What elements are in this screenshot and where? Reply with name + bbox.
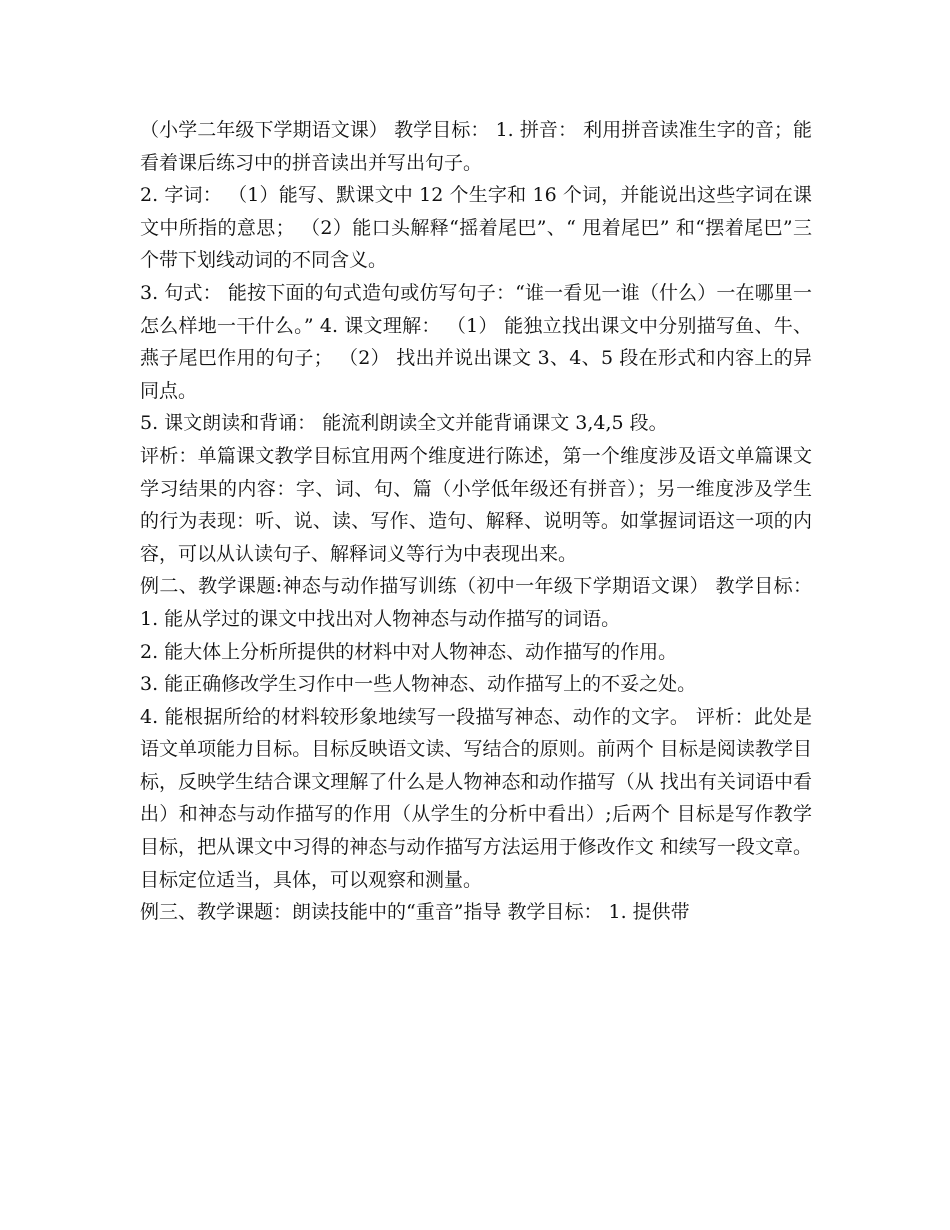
paragraph-objective-two: 2. 能大体上分析所提供的材料中对人物神态、动作描写的作用。 (140, 640, 678, 663)
paragraph-example-three: 例三、教学课题：朗读技能中的“重音”指导 教学目标： 1. 提供带 (140, 901, 690, 924)
paragraph-objective-four-analysis: 4. 能根据所给的材料较形象地续写一段描写神态、动作的文字。 评析：此处是语文单项能力目标。目标反映语文读、写结合的原则。前两个 目标是阅读教学目标，反映学生结合课文理解了什么是人物神态和动作描写（从 找出有关词语中看出）和神态与动作描写的作用（从学生的分析中看出）;后两个 目标是写作教学目标，把从课文中习得的神态与动作描写方法运用于修改作文 和续写一段文章。目标定位适当，具体，可以观察和测量。 (140, 705, 812, 891)
paragraph-analysis-one: 评析：单篇课文教学目标宜用两个维度进行陈述，第一个维度涉及语文单篇课文学习结果的内容：字、词、句、篇（小学低年级还有拼音）；另一维度涉及学生的行为表现：听、说、读、写作、造句、解释、说明等。如掌握词语这一项的内容，可以从认读句子、解释词义等行为中表现出来。 (140, 444, 812, 565)
paragraph-objective-three: 3. 能正确修改学生习作中一些人物神态、动作描写上的不妥之处。 (140, 673, 697, 696)
paragraph-reading-recitation: 5. 课文朗读和背诵： 能流利朗读全文并能背诵课文 3,4,5 段。 (140, 412, 668, 435)
paragraph-intro-objectives: （小学二年级下学期语文课） 教学目标： 1. 拼音： 利用拼音读准生字的音；能看着课后练习中的拼音读出并写出句子。 (140, 119, 812, 174)
paragraph-example-two: 例二、教学课题:神态与动作描写训练（初中一年级下学期语文课） 教学目标： 1. 能从学过的课文中找出对人物神态与动作描写的词语。 (140, 575, 812, 630)
document-body (140, 114, 812, 929)
paragraph-sentence-pattern: 3. 句式： 能按下面的句式造句或仿写句子：“谁一看见一谁（什么）一在哪里一怎么样地一干什么。” 4. 课文理解： （1） 能独立找出课文中分别描写鱼、牛、燕子尾巴作用的句子； （2） 找出并说出课文 3、4、5 段在形式和内容上的异同点。 (140, 281, 812, 402)
paragraph-vocabulary: 2. 字词： （1）能写、默课文中 12 个生字和 16 个词，并能说出这些字词在课文中所指的意思； （2）能口头解释“摇着尾巴”、“ 甩着尾巴” 和“摆着尾巴”三个带下划线动词的不同含义。 (140, 184, 812, 272)
